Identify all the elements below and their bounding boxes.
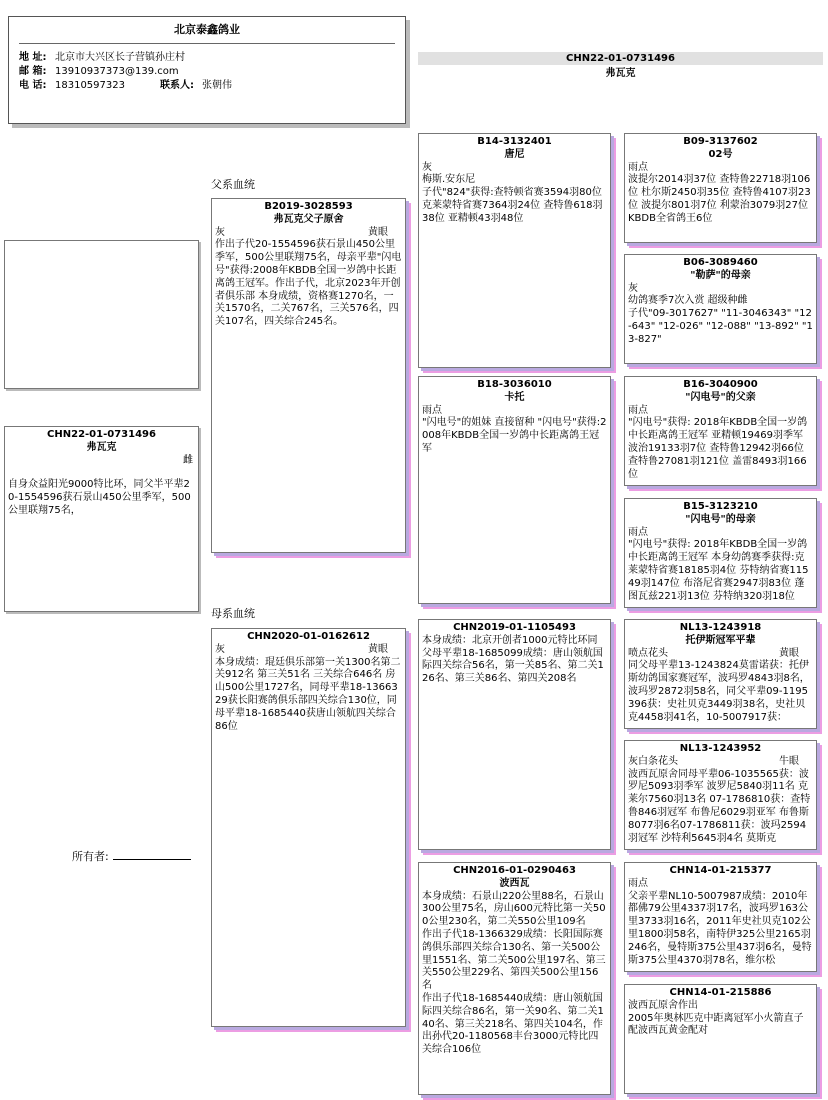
photo-placeholder <box>4 240 199 389</box>
ggp-name: "勒萨"的母亲 <box>690 269 751 281</box>
ggp-traits <box>628 648 813 661</box>
ggp-traits <box>628 756 813 769</box>
grandsire-maternal-card <box>418 619 611 850</box>
ggp-color: 雨点 <box>628 877 648 889</box>
ggp-card-1 <box>624 133 817 243</box>
gp-name: 波西瓦 <box>499 877 530 889</box>
ggp-name: 02号 <box>708 148 733 160</box>
phone-row <box>19 80 395 93</box>
gp-notes: 本身成绩：北京开创者1000元特比环同父母平辈18-1685099成绩：唐山领航国际四关综合56名，第一关85名、第二关126名、第三关86名、第四关208名 <box>422 634 604 685</box>
gp-ring: CHN2016-01-0290463 <box>453 865 576 876</box>
sire-line-label: 父系血统 <box>211 178 255 191</box>
ggp-eye: 牛眼 <box>779 755 799 767</box>
phone-value: 18310597323 <box>55 79 125 91</box>
gp-ring: B18-3036010 <box>477 379 552 390</box>
gp-color: 雨点 <box>422 404 442 416</box>
ggp-card-6 <box>624 740 817 850</box>
ggp-color: 喷点花头 <box>628 647 668 659</box>
dam-eye: 黄眼 <box>368 643 388 655</box>
owner-line <box>113 850 191 860</box>
granddam-paternal-card <box>418 376 611 604</box>
ggp-ring: NL13-1243918 <box>679 622 762 633</box>
address-label: 地 址: <box>19 52 47 64</box>
sire-name: 弗瓦克父子原舍 <box>273 213 344 225</box>
gp-ring: CHN2019-01-1105493 <box>453 622 576 633</box>
dam-color: 灰 <box>215 643 225 655</box>
ggp-card-7 <box>624 862 817 972</box>
subject-name: 弗瓦克 <box>86 441 117 453</box>
gp-color: 灰 <box>422 161 432 173</box>
ggp-ring: B06-3089460 <box>683 257 758 268</box>
grandsire-paternal-card <box>418 133 611 368</box>
gp-notes: 梅斯.安东尼 子代"824"获得:查特顿省赛3594羽80位 克莱蒙特省赛7364羽24位 查特鲁618羽38位 亚精顿43羽48位 <box>422 174 603 224</box>
granddam-maternal-card <box>418 862 611 1095</box>
ggp-card-4 <box>624 498 817 608</box>
dam-card <box>211 628 406 1027</box>
ggp-name: "闪电号"的父亲 <box>685 391 756 403</box>
sire-traits <box>215 227 402 240</box>
gp-name: 唐尼 <box>504 148 525 160</box>
subject-notes: 自身众益阳光9000特比环，同父半平辈20-1554596获石景山450公里季军，500公里联翔75名， <box>8 479 191 516</box>
ggp-notes: 同父母平辈13-1243824莫雷诺获：托伊斯幼鸽国家赛冠军，波玛罗4843羽8名，波玛罗2872羽58名，同父平辈09-1195396获：史社贝克3449羽38名，史社贝克4458羽41名，10-5007917获： <box>628 660 810 723</box>
subject-sex: 雌 <box>183 454 193 466</box>
ggp-color: 雨点 <box>628 526 648 538</box>
gp-name: 卡托 <box>504 391 525 403</box>
dam-line-label: 母系血统 <box>211 607 255 620</box>
subject-card <box>4 426 199 612</box>
ggp-color: 波西瓦原舍作出 <box>628 999 698 1011</box>
ggp-ring: CHN14-01-215886 <box>669 987 772 998</box>
pedigree-ring-banner: CHN22-01-0731496 <box>418 52 823 65</box>
contact-value: 张朝伟 <box>202 79 232 91</box>
ggp-notes: 父亲平辈NL10-5007987成绩：2010年都佛79公里4337羽17名，波玛罗163公里3733羽16名，2011年史社贝克102公里1800羽58名，南特伊325公里2165羽246名，曼特斯375公里437羽6名，曼特斯375公里4370羽78名，维尔松 <box>628 890 812 966</box>
dam-traits <box>215 644 402 657</box>
gp-ring: B14-3132401 <box>477 136 552 147</box>
dam-notes: 本身成绩：琨廷俱乐部第一关1300名第二关912名 第三关51名 三关综合646名 房山500公里1727名，同母平辈18-1366329获长阳赛鸽俱乐部四关综合130位，同母平辈18-1685440获唐山领航四关综合86位 <box>215 656 401 732</box>
breeder-name: 北京泰鑫鸽业 <box>19 23 395 44</box>
ggp-card-5 <box>624 619 817 729</box>
owner-field <box>72 850 191 864</box>
pedigree-name: 弗瓦克 <box>605 68 636 79</box>
ggp-notes: 波西瓦原舍同母平辈06-1035565获：波罗尼5093羽季军 波罗尼5840羽11名 克莱尔7560羽13名 07-1786810获：查特鲁846羽冠军 布鲁尼6029羽亚军 布鲁斯8077羽6名07-1786811获：波玛2594羽冠军 沙特利5645羽4名 莫斯克 <box>628 768 811 844</box>
gp-notes: 本身成绩：石景山220公里88名，石景山300公里75名，房山600元特比第一关500公里230名，第二关550公里109名 作出子代18-1366329成绩：长阳国际赛鸽俱乐部四关综合130名、第一关500公里1551名、第二关500公里197名、第三关550公里229名、第四关500公里156名 作出子代18-1685440成绩：唐山领航国际四关综合86名，第一关90名、第二关140名、第三关218名、第四关104名，作出孙代20-1180568丰台3000元特比四关综合106位 <box>422 890 606 1056</box>
ggp-card-8 <box>624 984 817 1094</box>
ggp-notes: 波提尔2014羽37位 查特鲁22718羽106位 杜尔斯2450羽35位 查特鲁4107羽23位 波提尔801羽7位 利蒙治3079羽27位 KBDB全省鸽王6位 <box>628 174 812 224</box>
ggp-card-2 <box>624 254 817 364</box>
email-value[interactable]: 13910937373@139.com <box>55 65 179 77</box>
ggp-name: 托伊斯冠军平辈 <box>685 634 756 646</box>
sire-color: 灰 <box>215 226 225 238</box>
ggp-notes: "闪电号"获得: 2018年KBDB全国一岁鸽中长距离鸽王冠军 本身幼鸽赛季获得:克莱蒙特省赛18185羽4位 芬特纳省赛11549羽147位 布洛尼省赛2947羽83位 蓬图瓦兹221羽13位 芬特纳320羽18位 <box>628 539 809 602</box>
ggp-ring: B15-3123210 <box>683 501 758 512</box>
ggp-color: 灰白条花头 <box>628 755 678 767</box>
sire-notes: 作出子代20-1554596获石景山450公里季军，500公里联翔75名，母亲平辈"闪电号"获得:2008年KBDB全国一岁鸽中长距离鸽王冠军。作出子代，北京2023年开创者俱乐部 本身成绩，资格赛1270名，一关1570名，二关767名，三关576名，四关107名，四关综合245名。 <box>215 239 402 328</box>
ggp-ring: B16-3040900 <box>683 379 758 390</box>
sire-card <box>211 198 406 553</box>
email-row <box>19 66 395 79</box>
owner-label: 所有者: <box>72 850 109 863</box>
dam-ring: CHN2020-01-0162612 <box>247 631 370 642</box>
ggp-color: 雨点 <box>628 161 648 173</box>
address-row <box>19 52 395 65</box>
ggp-ring: B09-3137602 <box>683 136 758 147</box>
contact-label: 联系人: <box>160 79 194 91</box>
ggp-name: "闪电号"的母亲 <box>685 513 756 525</box>
ggp-eye: 黄眼 <box>779 647 799 659</box>
ggp-color: 灰 <box>628 282 638 294</box>
ggp-notes: 幼鸽赛季7次入赏 超级种雌 子代"09-3017627" "11-3046343" "12-643" "12-026" "12-088" "13-892" "13-827" <box>628 295 813 345</box>
phone-label: 电 话: <box>19 79 47 91</box>
gp-notes: "闪电号"的姐妹 直接留种 "闪电号"获得:2008年KBDB全国一岁鸽中长距离鸽王冠军 <box>422 417 607 454</box>
sire-eye: 黄眼 <box>368 226 388 238</box>
breeder-info-card <box>8 16 406 124</box>
ggp-notes: 2005年奥林匹克中距离冠军小火箭直子配波西瓦黄金配对 <box>628 1012 804 1037</box>
ggp-ring: NL13-1243952 <box>679 743 762 754</box>
ggp-color: 雨点 <box>628 404 648 416</box>
ggp-ring: CHN14-01-215377 <box>669 865 772 876</box>
address-value: 北京市大兴区长子营镇孙庄村 <box>55 52 185 64</box>
ggp-notes: "闪电号"获得: 2018年KBDB全国一岁鸽中长距离鸽王冠军 亚精顿19469羽季军 波治19133羽7位 查特鲁12942羽66位 查特鲁27081羽121位 盖雷8493羽166位 <box>628 417 808 480</box>
sire-ring: B2019-3028593 <box>264 201 353 212</box>
subject-ring: CHN22-01-0731496 <box>47 429 156 440</box>
ggp-card-3 <box>624 376 817 486</box>
email-label: 邮 箱: <box>19 65 47 77</box>
